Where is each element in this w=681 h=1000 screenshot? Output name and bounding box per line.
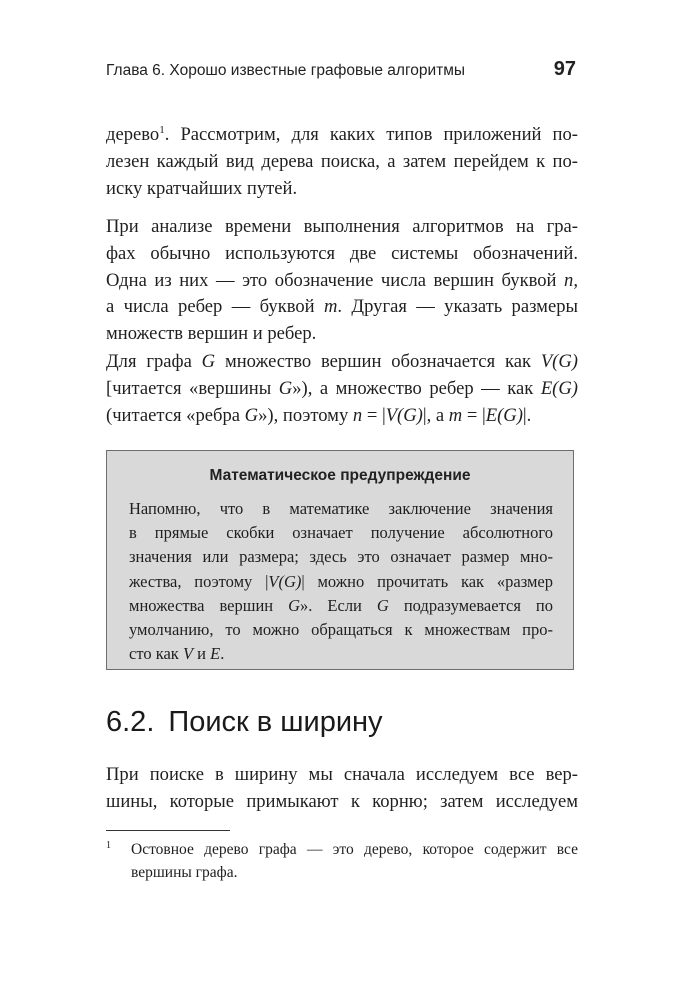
text-line: жества, поэтому |V(G)| можно прочитать как «размер (129, 571, 553, 591)
paragraph-1 (106, 122, 578, 202)
text-line: При поиске в ширину мы сначала исследуем все вер- (106, 764, 578, 785)
text-line: множества вершин G». Если G подразумевается по (129, 595, 553, 615)
footnote-reference[interactable]: 1 (159, 123, 165, 136)
callout-title: Математическое предупреждение (209, 467, 471, 484)
paragraph-2 (106, 214, 578, 348)
text-line: иску кратчайших путей. (106, 177, 298, 199)
text-line: Для графа G множество вершин обозначается как V(G) (106, 351, 578, 372)
math-warning-callout (106, 450, 574, 670)
section-number: 6.2. (106, 706, 155, 738)
text-line: Одна из них — это обозначение числа вершин буквой n, (106, 269, 578, 291)
text-line: (читается «ребра G»), поэтому n = |V(G)|, а m = |E(G)|. (106, 404, 532, 426)
page-header (106, 58, 576, 88)
footnote-divider (106, 830, 230, 831)
paragraph-4 (106, 762, 578, 816)
page-number: 97 (553, 58, 576, 80)
text-line: Напомню, что в математике заключение значения (129, 499, 553, 518)
footnote-mark: 1 (106, 840, 111, 851)
text-line: дерево$^1$. Рассмотрим, для каких типов приложений по- (106, 123, 578, 145)
text-line: а числа ребер — буквой m. Другая — указать размеры (106, 296, 578, 318)
section-title: Поиск в ширину (168, 706, 383, 738)
footnote-text (131, 838, 578, 884)
text-line: [читается «вершины G»), а множество ребер — как E(G) (106, 377, 578, 399)
paragraph-3 (106, 349, 578, 429)
text-line: фах обычно используются две системы обозначений. (106, 242, 578, 264)
text-line: умолчанию, то можно обращаться к множествам про- (129, 620, 553, 640)
text-line: в прямые скобки означает получение абсолютного (129, 523, 553, 543)
text-line: При анализе времени выполнения алгоритмов на гра- (106, 216, 578, 237)
running-head: Глава 6. Хорошо известные графовые алгоритмы (106, 62, 466, 79)
callout-body (129, 497, 553, 666)
text-line: Остовное дерево графа — это дерево, которое содержит все (131, 841, 578, 858)
text-line: лезен каждый вид дерева поиска, а затем перейдем к по- (106, 150, 578, 172)
text-line: шины, которые примыкают к корню; затем исследуем (106, 790, 578, 812)
text-line: сто как V и E. (129, 644, 225, 664)
text-line: множеств вершин и ребер. (106, 323, 317, 345)
text-line: значения или размера; здесь это означает размер мно- (129, 547, 553, 567)
section-heading (106, 706, 383, 739)
text-line: вершины графа. (131, 864, 238, 881)
